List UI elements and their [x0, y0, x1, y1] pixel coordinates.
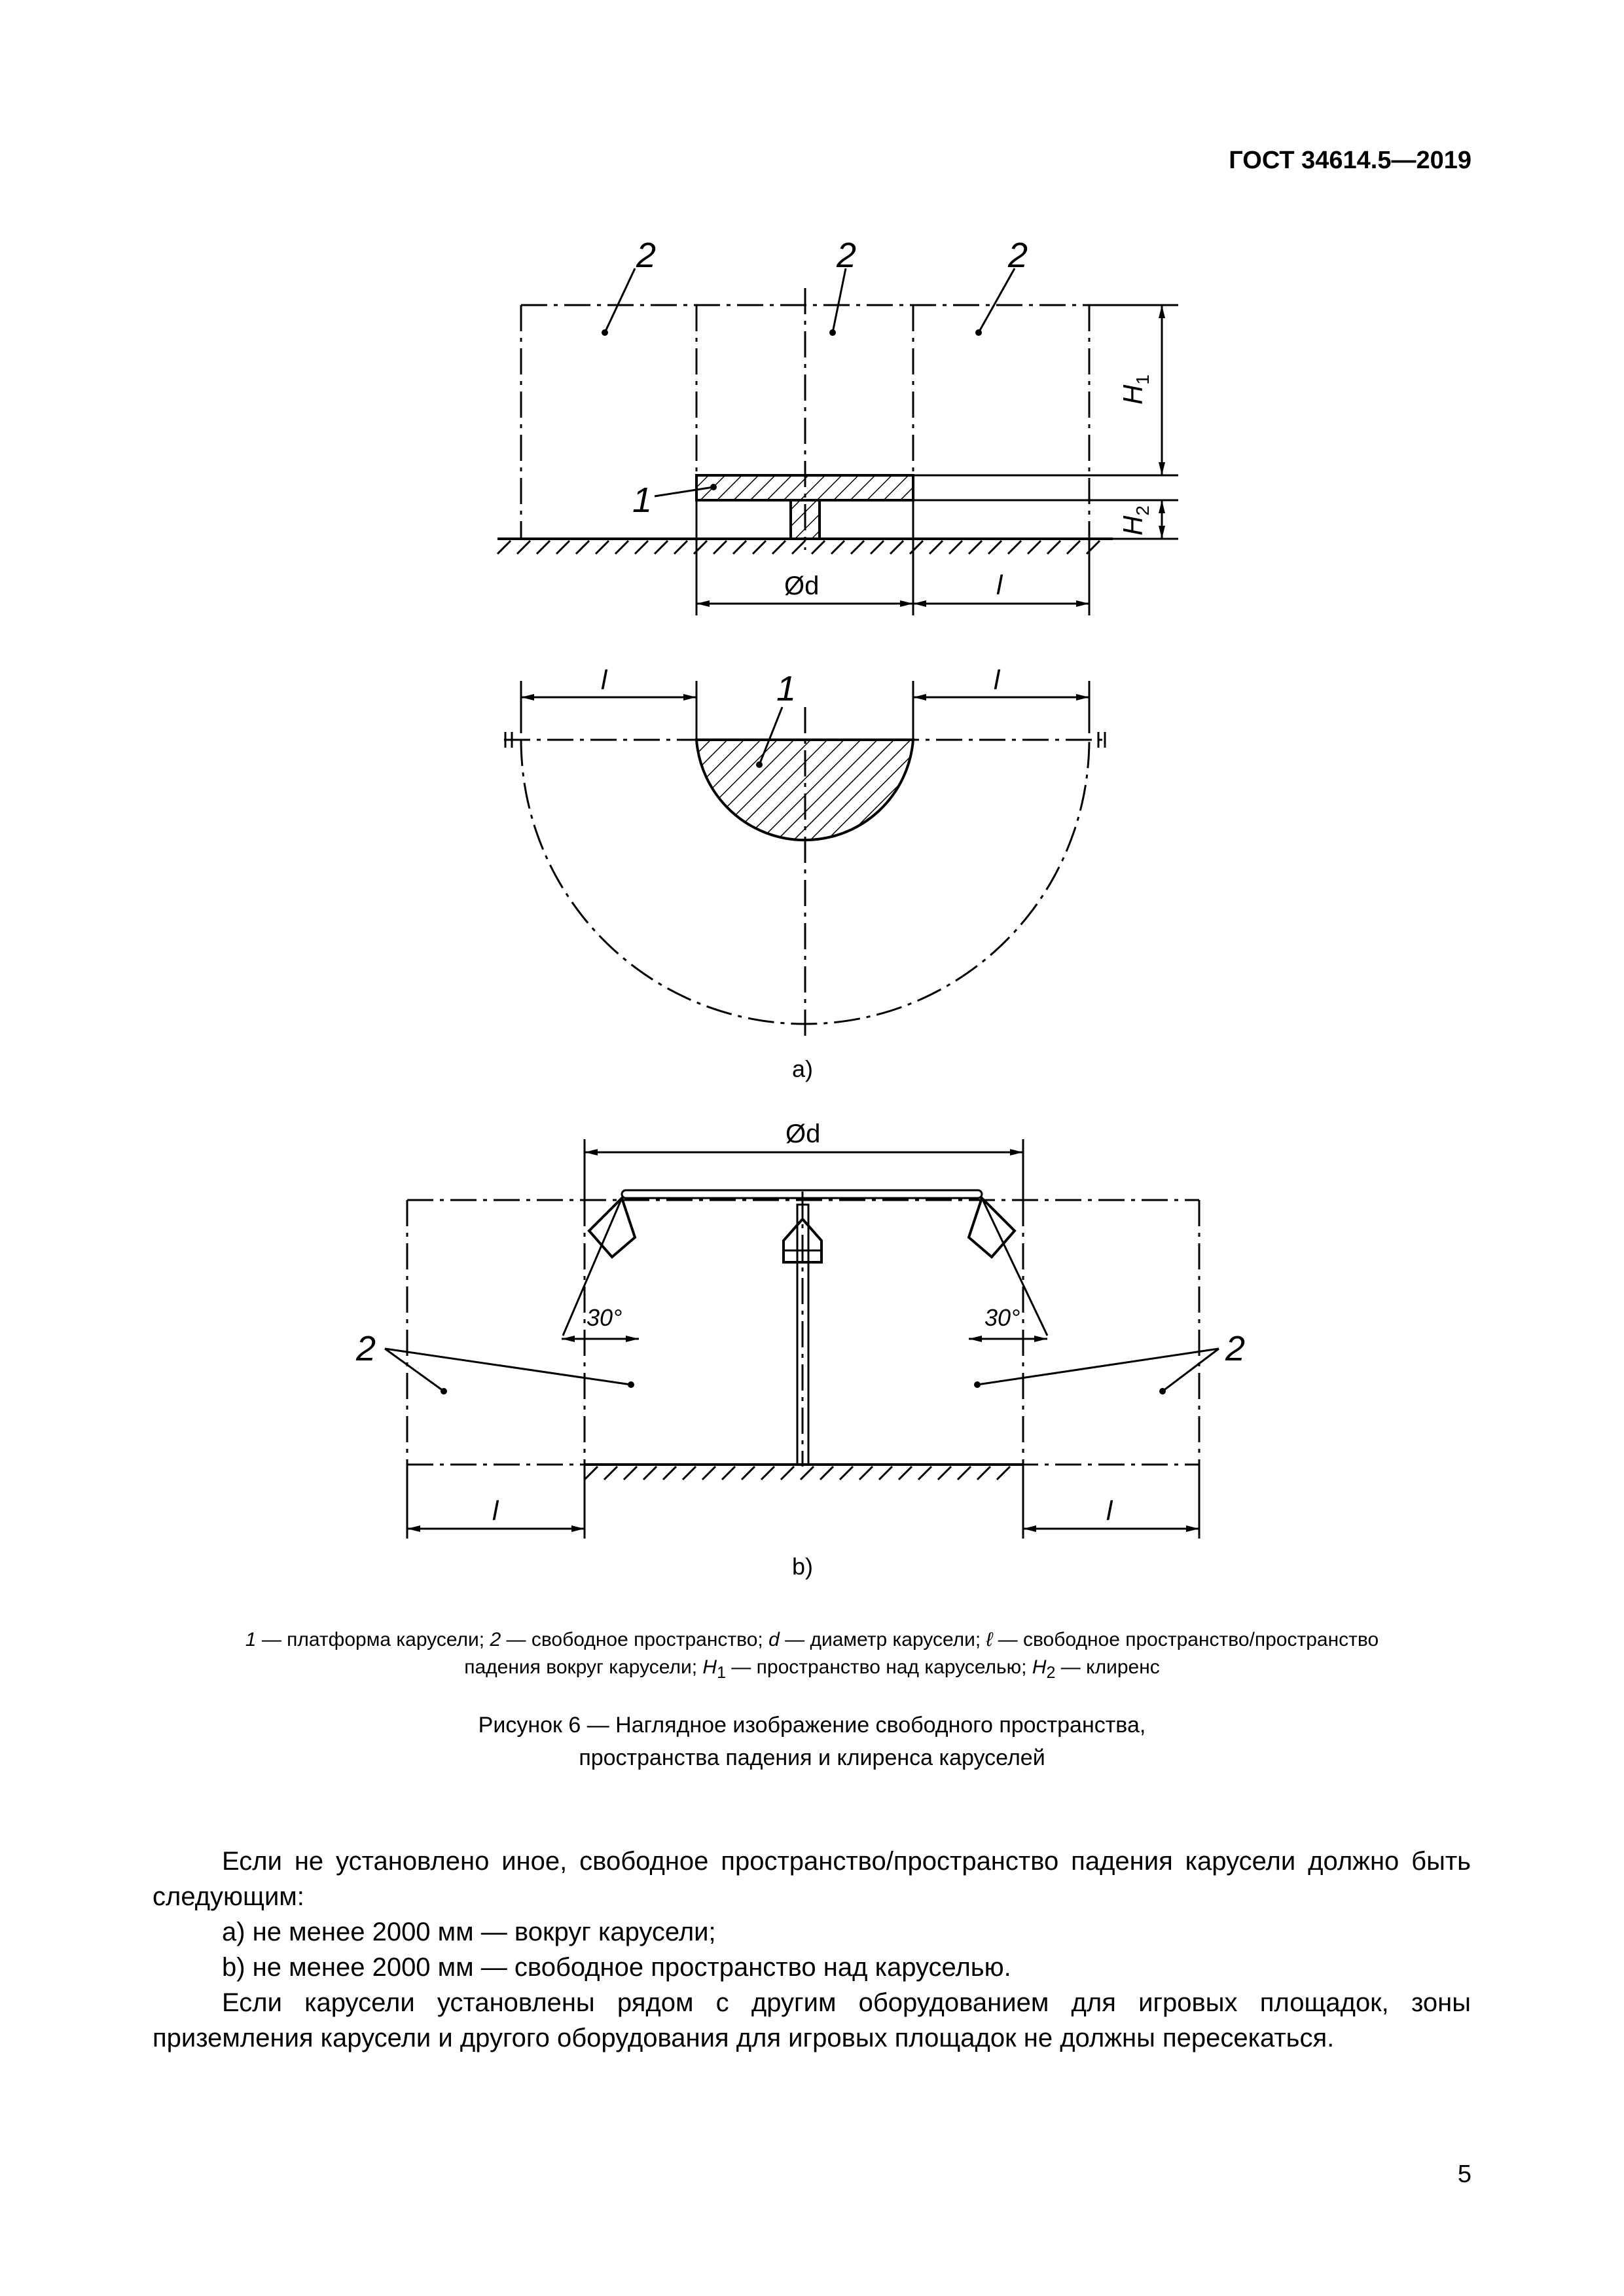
legend-line-1: 1 — платформа карусели; 2 — свободное пространство; d — диаметр карусели; ℓ — свободное пространство/пространство	[245, 1629, 1379, 1650]
view-a-label: a)	[792, 1055, 814, 1082]
label-angle-right: 30°	[984, 1304, 1020, 1331]
page-number: 5	[1457, 2160, 1471, 2188]
caption-line-1: Рисунок 6 — Наглядное изображение свободного пространства,	[478, 1713, 1146, 1738]
document-code: ГОСТ 34614.5—2019	[1229, 147, 1471, 174]
view-a-plan	[504, 681, 1106, 1038]
label-free-space-b-left: 2	[356, 1329, 376, 1368]
label-free-space-b-right: 2	[1225, 1329, 1246, 1368]
label-fall-space-a-left: l	[601, 665, 607, 695]
label-free-space-a2: 2	[837, 236, 857, 275]
label-fall-space-b-right: l	[1106, 1495, 1113, 1526]
label-platform-a-plan: 1	[776, 669, 797, 708]
view-b-label: b)	[792, 1553, 814, 1580]
label-diameter-a: Ød	[784, 572, 820, 600]
label-fall-space-b-left: l	[492, 1495, 499, 1526]
label-fall-space-a-right: l	[994, 665, 1000, 695]
label-diameter-b: Ød	[785, 1120, 821, 1148]
label-free-space-a1: 2	[636, 236, 657, 275]
label-fall-space-a: l	[996, 570, 1003, 600]
body-text	[153, 1844, 1471, 2056]
list-item-a: a) не менее 2000 мм — вокруг карусели;	[222, 1918, 716, 1946]
view-a-elevation	[497, 268, 1178, 615]
caption-line-2: пространства падения и клиренса каруселей	[579, 1745, 1045, 1770]
view-b-carousel	[385, 1139, 1219, 1539]
label-h1: $H_1$	[1117, 374, 1153, 405]
figure-legend	[144, 1626, 1480, 1686]
label-free-space-a3: 2	[1008, 236, 1028, 275]
label-h2: $H_2$	[1117, 505, 1153, 536]
paragraph-neighbouring: Если карусели установлены рядом с другим оборудованием для игровых площадок, зоны приземления карусели и другого оборудования для игровых площадок не должны пересекаться.	[153, 1988, 1471, 2052]
label-platform-a: 1	[632, 481, 653, 520]
list-item-b: b) не менее 2000 мм — свободное пространство над каруселью.	[222, 1953, 1011, 1982]
label-angle-left: 30°	[586, 1304, 623, 1331]
paragraph-intro: Если не установлено иное, свободное пространство/пространство падения карусели должно быть следующим:	[153, 1847, 1471, 1911]
legend-line-2: падения вокруг карусели; $H_1$ — пространство над каруселью; $H_2$ — клиренс	[464, 1656, 1160, 1682]
figure-caption	[144, 1709, 1480, 1774]
